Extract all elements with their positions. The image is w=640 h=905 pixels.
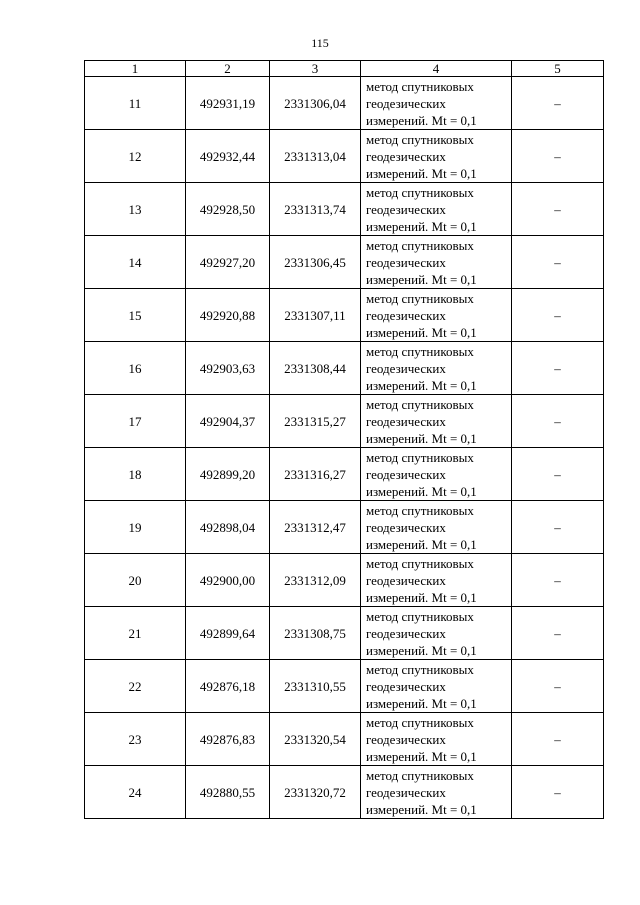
table-row — [85, 501, 604, 554]
note-cell: – — [512, 183, 604, 236]
table-row — [85, 342, 604, 395]
method-cell: метод спутниковых геодезических измерений. Mt = 0,1 — [361, 395, 512, 448]
point-number-cell: 18 — [85, 448, 186, 501]
method-cell: метод спутниковых геодезических измерений. Mt = 0,1 — [361, 660, 512, 713]
coordinate-x-cell: 492900,00 — [186, 554, 270, 607]
column-header: 4 — [361, 61, 512, 77]
coordinate-x-cell: 492899,64 — [186, 607, 270, 660]
coordinate-y-cell: 2331312,09 — [270, 554, 361, 607]
point-number-cell: 24 — [85, 766, 186, 819]
note-cell: – — [512, 236, 604, 289]
method-cell: метод спутниковых геодезических измерений. Mt = 0,1 — [361, 713, 512, 766]
coordinates-table — [84, 60, 604, 819]
coordinate-y-cell: 2331308,75 — [270, 607, 361, 660]
coordinate-x-cell: 492928,50 — [186, 183, 270, 236]
point-number-cell: 22 — [85, 660, 186, 713]
point-number-cell: 23 — [85, 713, 186, 766]
method-cell: метод спутниковых геодезических измерений. Mt = 0,1 — [361, 501, 512, 554]
table-row — [85, 766, 604, 819]
coordinate-y-cell: 2331310,55 — [270, 660, 361, 713]
coordinate-y-cell: 2331306,04 — [270, 77, 361, 130]
method-cell: метод спутниковых геодезических измерений. Mt = 0,1 — [361, 130, 512, 183]
column-header: 1 — [85, 61, 186, 77]
column-header: 3 — [270, 61, 361, 77]
note-cell: – — [512, 554, 604, 607]
table-header-row — [85, 61, 604, 77]
method-cell: метод спутниковых геодезических измерений. Mt = 0,1 — [361, 448, 512, 501]
table-row — [85, 607, 604, 660]
note-cell: – — [512, 448, 604, 501]
coordinate-x-cell: 492880,55 — [186, 766, 270, 819]
coordinate-x-cell: 492876,83 — [186, 713, 270, 766]
point-number-cell: 19 — [85, 501, 186, 554]
method-cell: метод спутниковых геодезических измерений. Mt = 0,1 — [361, 554, 512, 607]
note-cell: – — [512, 501, 604, 554]
point-number-cell: 11 — [85, 77, 186, 130]
coordinate-y-cell: 2331320,72 — [270, 766, 361, 819]
method-cell: метод спутниковых геодезических измерений. Mt = 0,1 — [361, 236, 512, 289]
column-header: 5 — [512, 61, 604, 77]
note-cell: – — [512, 766, 604, 819]
coordinate-y-cell: 2331306,45 — [270, 236, 361, 289]
page-number: 115 — [311, 36, 329, 50]
table-row — [85, 77, 604, 130]
table-row — [85, 395, 604, 448]
coordinate-x-cell: 492904,37 — [186, 395, 270, 448]
table-row — [85, 660, 604, 713]
coordinate-x-cell: 492932,44 — [186, 130, 270, 183]
table-row — [85, 289, 604, 342]
point-number-cell: 12 — [85, 130, 186, 183]
coordinate-y-cell: 2331316,27 — [270, 448, 361, 501]
coordinate-x-cell: 492931,19 — [186, 77, 270, 130]
method-cell: метод спутниковых геодезических измерений. Mt = 0,1 — [361, 607, 512, 660]
note-cell: – — [512, 660, 604, 713]
note-cell: – — [512, 130, 604, 183]
table-row — [85, 448, 604, 501]
method-cell: метод спутниковых геодезических измерений. Mt = 0,1 — [361, 183, 512, 236]
note-cell: – — [512, 77, 604, 130]
method-cell: метод спутниковых геодезических измерений. Mt = 0,1 — [361, 77, 512, 130]
note-cell: – — [512, 289, 604, 342]
coordinate-x-cell: 492903,63 — [186, 342, 270, 395]
coordinate-x-cell: 492920,88 — [186, 289, 270, 342]
table-row — [85, 130, 604, 183]
note-cell: – — [512, 395, 604, 448]
table-row — [85, 554, 604, 607]
table-row — [85, 183, 604, 236]
note-cell: – — [512, 342, 604, 395]
point-number-cell: 14 — [85, 236, 186, 289]
point-number-cell: 20 — [85, 554, 186, 607]
coordinate-y-cell: 2331308,44 — [270, 342, 361, 395]
coordinate-y-cell: 2331313,04 — [270, 130, 361, 183]
coordinate-x-cell: 492899,20 — [186, 448, 270, 501]
table-row — [85, 713, 604, 766]
point-number-cell: 13 — [85, 183, 186, 236]
point-number-cell: 17 — [85, 395, 186, 448]
method-cell: метод спутниковых геодезических измерений. Mt = 0,1 — [361, 342, 512, 395]
coordinate-x-cell: 492876,18 — [186, 660, 270, 713]
coordinate-x-cell: 492927,20 — [186, 236, 270, 289]
point-number-cell: 16 — [85, 342, 186, 395]
coordinate-y-cell: 2331307,11 — [270, 289, 361, 342]
method-cell: метод спутниковых геодезических измерений. Mt = 0,1 — [361, 289, 512, 342]
note-cell: – — [512, 713, 604, 766]
point-number-cell: 21 — [85, 607, 186, 660]
table-row — [85, 236, 604, 289]
coordinate-y-cell: 2331313,74 — [270, 183, 361, 236]
note-cell: – — [512, 607, 604, 660]
coordinate-x-cell: 492898,04 — [186, 501, 270, 554]
point-number-cell: 15 — [85, 289, 186, 342]
column-header: 2 — [186, 61, 270, 77]
coordinate-y-cell: 2331315,27 — [270, 395, 361, 448]
coordinate-y-cell: 2331312,47 — [270, 501, 361, 554]
coordinate-y-cell: 2331320,54 — [270, 713, 361, 766]
method-cell: метод спутниковых геодезических измерений. Mt = 0,1 — [361, 766, 512, 819]
